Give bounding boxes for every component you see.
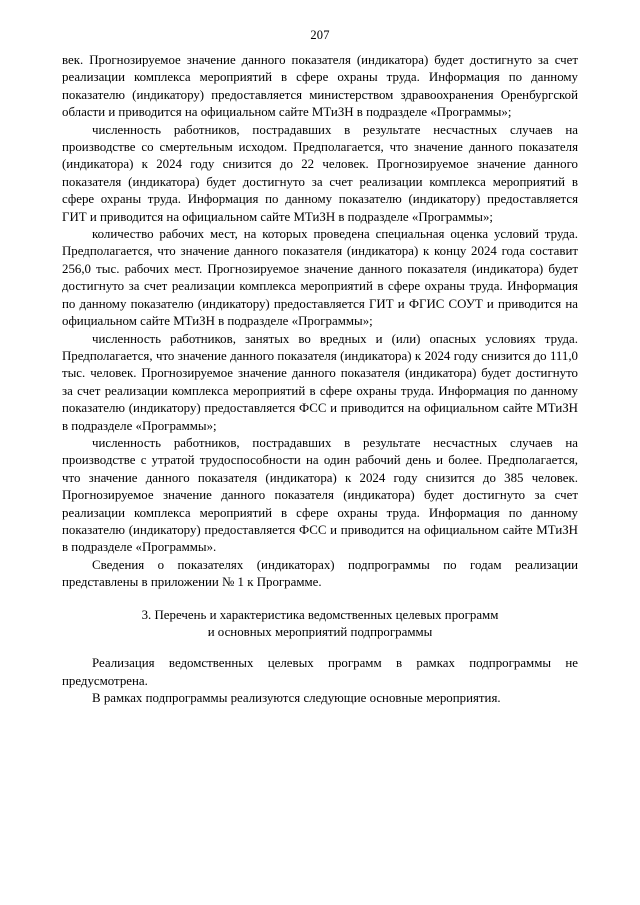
page-number: 207 [310, 28, 330, 42]
paragraph-main-activities: В рамках подпрограммы реализуются следующие основные мероприятия. [92, 691, 501, 706]
section-heading-line-1: 3. Перечень и характеристика ведомственных целевых программ [141, 607, 499, 622]
paragraph-continuation: век. Прогнозируемое значение данного показателя (индикатора) будет достигнуто за счет реализации комплекса мероприятий в сфере охраны труда. Информация по данному показателю (индикатору) предоставляется министерством здравоохранения Оренбургской области и приводится на официальном сайте МТиЗН в подразделе «Программы»; [62, 53, 578, 120]
paragraph-no-departmental-programs: Реализация ведомственных целевых программ в рамках подпрограммы не предусмотрена. [62, 656, 578, 688]
section-heading [62, 607, 578, 642]
closing-text-body [62, 655, 578, 707]
paragraph-indicators-reference: Сведения о показателях (индикаторах) подпрограммы по годам реализации представлены в приложении № 1 к Программе. [62, 557, 578, 590]
paragraph-injury-disability: численность работников, пострадавших в результате несчастных случаев на производстве с утратой трудоспособности на один рабочий день и более. Предполагается, что значение данного показателя (индикатора) к 2024 году снизится до 385 человек. Прогнозируемое значение данного показателя (индикатора) будет достигнуто за счет реализации комплекса мероприятий в сфере охраны труда. Информация по данному показателю (индикатору) предоставляется ФСС и приводится на официальном сайте МТиЗН в подразделе «Программы». [62, 435, 578, 555]
paragraph-fatal-accidents: численность работников, пострадавших в результате несчастных случаев на производстве со смертельным исходом. Предполагается, что значение данного показателя (индикатора) к 2024 году снизится до 22 человек. Прогнозируемое значение данного показателя (индикатора) будет достигнуто за счет реализации комплекса мероприятий в сфере охраны труда. Информация по данному показателю (индикатору) предоставляется ГИТ и приводится на официальном сайте МТиЗН в подразделе «Программы»; [62, 122, 578, 224]
paragraph-workplace-assessment: количество рабочих мест, на которых проведена специальная оценка условий труда. Предполагается, что значение данного показателя (индикатора) к концу 2024 года составит 256,0 тыс. рабочих мест. Прогнозируемое значение данного показателя (индикатора) будет достигнуто за счет реализации комплекса мероприятий в сфере охраны труда. Информация по данному показателю (индикатору) предоставляется ГИТ и ФГИС СОУТ и приводится на официальном сайте МТиЗН в подразделе «Программы»; [62, 227, 578, 329]
main-text-body [62, 52, 578, 592]
paragraph-hazardous-conditions: численность работников, занятых во вредных и (или) опасных условиях труда. Предполагается, что значение данного показателя (индикатора) к 2024 году снизится до 111,0 тыс. человек. Прогнозируемое значение данного показателя (индикатора) будет достигнуто за счет реализации комплекса мероприятий в сфере охраны труда. Информация по данному показателю (индикатору) предоставляется ФСС и приводится на официальном сайте МТиЗН в подразделе «Программы»; [62, 331, 578, 433]
section-heading-line-2: и основных мероприятий подпрограммы [207, 625, 433, 639]
